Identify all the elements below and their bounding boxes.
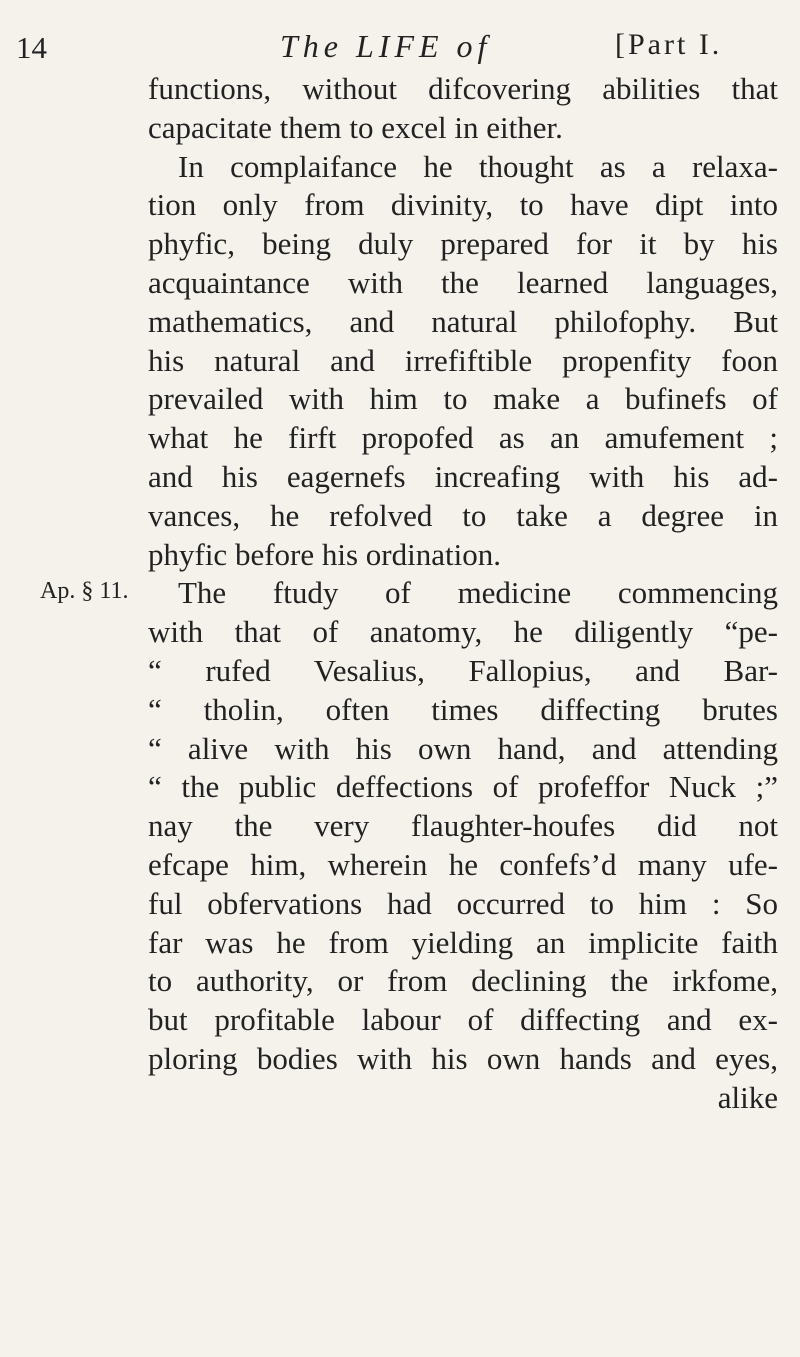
- running-title: The LIFE of: [280, 28, 492, 64]
- text-line: acquaintance with the learned languages,: [148, 264, 778, 300]
- margin-note: Ap. § 11.: [40, 578, 129, 604]
- text-line: to authority, or from declining the irkfome,: [148, 963, 778, 999]
- text-line: phyfic before his ordination.: [148, 536, 501, 572]
- text-line: “ tholin, often times diffecting brutes: [148, 691, 778, 727]
- text-line: phyfic, being duly prepared for it by his: [148, 226, 778, 262]
- body-text: [148, 70, 778, 1118]
- text-line: capacitate them to excel in either.: [148, 109, 563, 145]
- text-line: mathematics, and natural philofophy. But: [148, 303, 778, 339]
- text-line: ploring bodies with his own hands and eyes,: [148, 1040, 778, 1076]
- text-line: nay the very flaughter-houfes did not: [148, 808, 778, 844]
- part-label: [Part I.: [615, 28, 723, 61]
- text-line: with that of anatomy, he diligently “pe-: [148, 614, 778, 650]
- page-number: 14: [16, 30, 47, 65]
- text-line: functions, without difcovering abilities that: [148, 71, 778, 106]
- text-line: vances, he refolved to take a degree in: [148, 497, 778, 533]
- text-line: tion only from divinity, to have dipt into: [148, 187, 778, 223]
- page-header: [0, 22, 800, 72]
- text-line: efcape him, wherein he confefs’d many ufe-: [148, 846, 778, 882]
- text-line: “ rufed Vesalius, Fallopius, and Bar-: [148, 652, 778, 688]
- text-line: “ the public deffections of profeffor Nuck ;”: [148, 769, 778, 805]
- text-line: and his eagernefs increafing with his ad-: [148, 458, 778, 494]
- text-line: but profitable labour of diffecting and ex-: [148, 1002, 778, 1038]
- text-line: his natural and irrefiftible propenfity foon: [148, 342, 778, 378]
- catchword: alike: [717, 1079, 778, 1115]
- text-line: ful obfervations had occurred to him : So: [148, 885, 778, 921]
- text-line: The ftudy of medicine commencing: [178, 575, 778, 611]
- text-line: what he firft propofed as an amufement ;: [148, 420, 778, 456]
- text-line: prevailed with him to make a bufinefs of: [148, 381, 778, 417]
- text-line: far was he from yielding an implicite faith: [148, 924, 778, 960]
- text-line: In complaifance he thought as a relaxa-: [178, 148, 778, 184]
- text-line: “ alive with his own hand, and attending: [148, 730, 778, 766]
